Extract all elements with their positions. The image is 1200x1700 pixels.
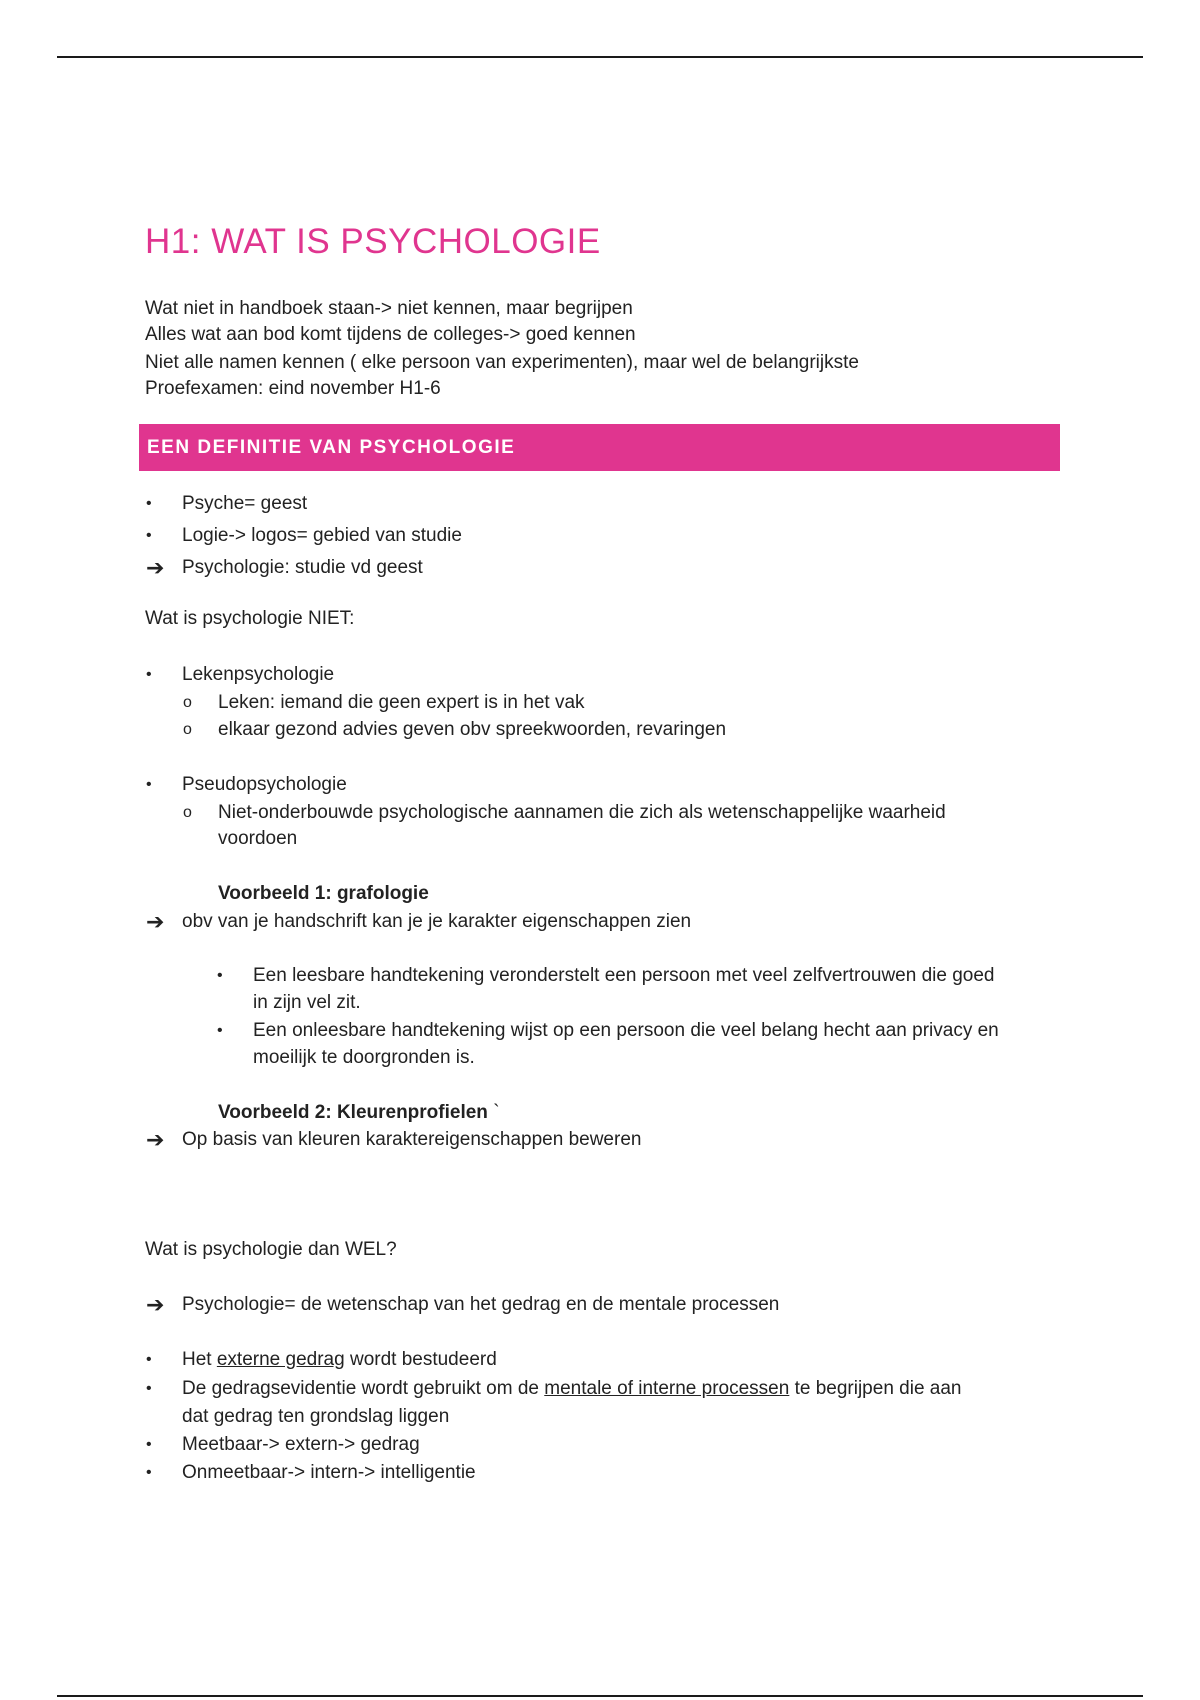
list-item: Een leesbare handtekening veronderstelt een persoon met veel zelfvertrouwen die goed (253, 965, 995, 986)
top-rule (57, 56, 1143, 58)
arrow-icon: ➔ (146, 1127, 165, 1152)
section-title: EEN DEFINITIE VAN PSYCHOLOGIE (147, 437, 516, 458)
arrow-icon: ➔ (146, 909, 165, 934)
list-item: Psyche= geest (182, 493, 308, 514)
list-item-continuation: moeilijk te doorgronden is. (253, 1047, 475, 1068)
wel-question: Wat is psychologie dan WEL? (145, 1239, 397, 1260)
text-span: wordt bestudeerd (344, 1349, 497, 1370)
example-2-arrow-text: Op basis van kleuren karaktereigenschappen beweren (182, 1129, 642, 1150)
example-1-heading: Voorbeeld 1: grafologie (218, 883, 429, 904)
circle-bullet-icon: o (183, 804, 192, 821)
list-item: Meetbaar-> extern-> gedrag (182, 1434, 420, 1455)
bullet-icon: • (146, 1436, 152, 1453)
list-item-continuation: voordoen (218, 828, 298, 849)
page-title: H1: WAT IS PSYCHOLOGIE (145, 222, 601, 261)
text-span: te begrijpen die aan (789, 1378, 962, 1399)
list-item-continuation: in zijn vel zit. (253, 992, 361, 1013)
underlined-term: mentale of interne processen (544, 1378, 790, 1399)
list-item: Een onleesbare handtekening wijst op een persoon die veel belang hecht aan privacy en (253, 1020, 999, 1041)
list-item: elkaar gezond advies geven obv spreekwoorden, revaringen (218, 719, 727, 740)
bullet-icon: • (146, 666, 152, 683)
text-span: De gedragsevidentie wordt gebruikt om de (182, 1378, 545, 1399)
example-2-heading-text: Voorbeeld 2: Kleurenprofielen (218, 1102, 488, 1123)
list-item: Onmeetbaar-> intern-> intelligentie (182, 1462, 476, 1483)
list-item: Logie-> logos= gebied van studie (182, 525, 462, 546)
definition-conclusion: Psychologie: studie vd geest (182, 557, 423, 578)
bullet-icon: • (146, 527, 152, 544)
bullet-icon: • (217, 1022, 223, 1039)
list-item: Niet-onderbouwde psychologische aannamen die zich als wetenschappelijke waarheid (218, 802, 946, 823)
bullet-icon: • (146, 776, 152, 793)
arrow-icon: ➔ (146, 555, 165, 580)
example-1-arrow-text: obv van je handschrift kan je je karakter eigenschappen zien (182, 911, 692, 932)
wel-definition: Psychologie= de wetenschap van het gedrag en de mentale processen (182, 1294, 780, 1315)
lekenpsychologie-label: Lekenpsychologie (182, 664, 335, 685)
section-header-bar (139, 424, 1060, 471)
list-item-continuation: dat gedrag ten grondslag liggen (182, 1406, 450, 1427)
intro-line-1: Wat niet in handboek staan-> niet kennen, maar begrijpen (145, 298, 633, 319)
bullet-icon: • (146, 1464, 152, 1481)
pseudopsychologie-label: Pseudopsychologie (182, 774, 347, 795)
bullet-icon: • (217, 967, 223, 984)
intro-line-2: Alles wat aan bod komt tijdens de colleges-> goed kennen (145, 324, 636, 345)
bullet-icon: • (146, 495, 152, 512)
arrow-icon: ➔ (146, 1292, 165, 1317)
list-item (182, 1377, 962, 1401)
niet-question: Wat is psychologie NIET: (145, 608, 355, 629)
bottom-rule (57, 1695, 1143, 1697)
circle-bullet-icon: o (183, 694, 192, 711)
stray-mark: ` (493, 1102, 500, 1123)
list-item (182, 1348, 497, 1372)
list-item: Leken: iemand die geen expert is in het vak (218, 692, 585, 713)
bullet-icon: • (146, 1380, 152, 1397)
bullet-icon: • (146, 1351, 152, 1368)
circle-bullet-icon: o (183, 721, 192, 738)
intro-line-4: Proefexamen: eind november H1-6 (145, 378, 441, 399)
intro-line-3: Niet alle namen kennen ( elke persoon van experimenten), maar wel de belangrijkste (145, 352, 859, 373)
text-span: Het (182, 1349, 217, 1370)
example-2-heading (218, 1101, 500, 1125)
underlined-term: externe gedrag (216, 1349, 345, 1370)
